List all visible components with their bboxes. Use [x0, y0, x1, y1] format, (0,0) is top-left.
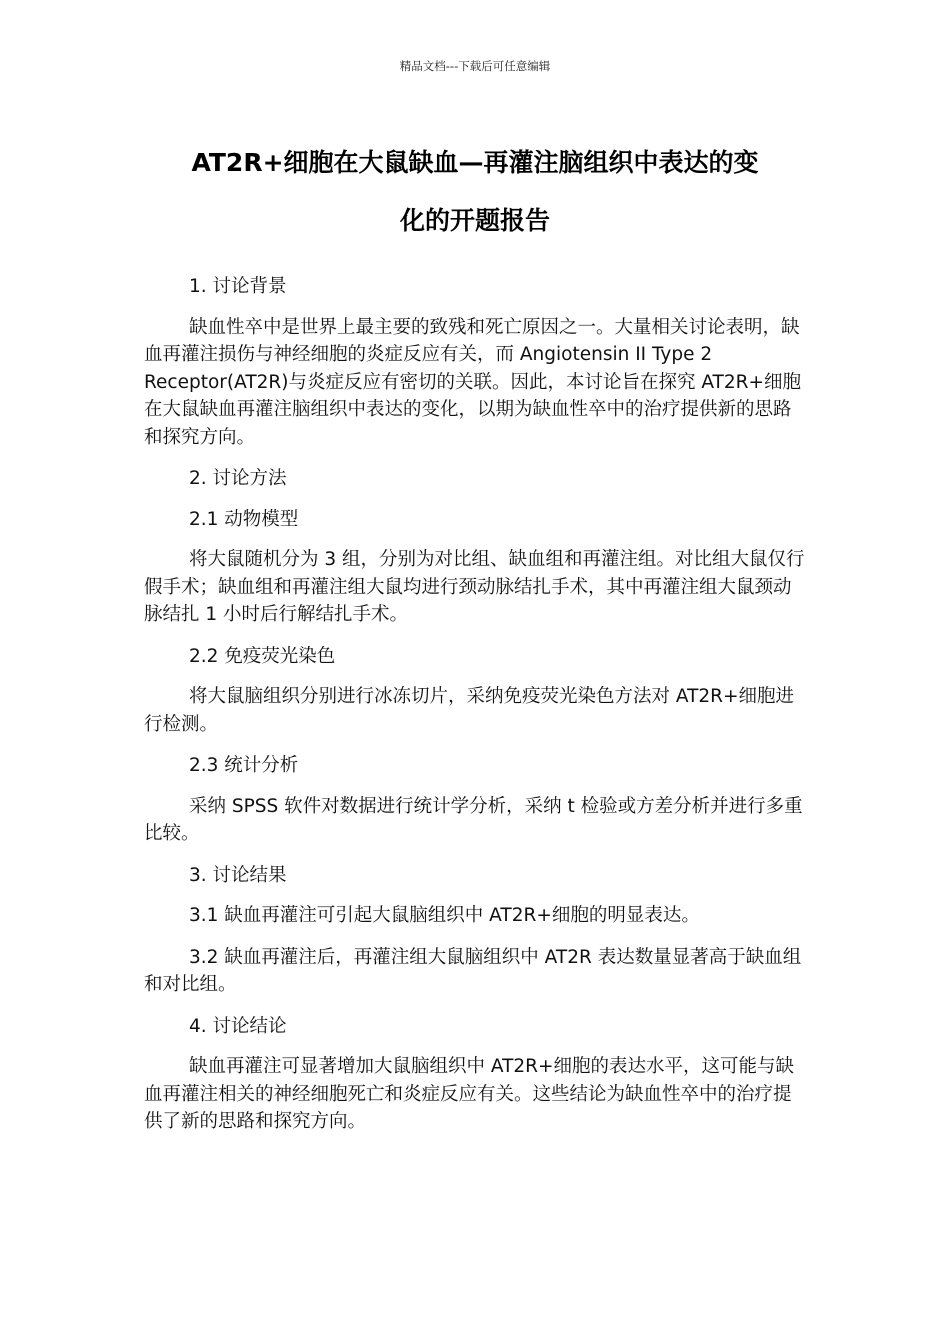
section-3-heading: 3. 讨论结果 — [189, 864, 287, 886]
section-3-2-paragraph: 3.2 缺血再灌注后，再灌注组大鼠脑组织中 AT2R 表达数量显著高于缺血组和对比组。 — [144, 946, 802, 995]
section-4-paragraph: 缺血再灌注可显著增加大鼠脑组织中 AT2R+细胞的表达水平，这可能与缺血再灌注相关的神经细胞死亡和炎症反应有关。这些结论为缺血性卒中的治疗提供了新的思路和探究方向。 — [144, 1056, 795, 1132]
section-2-3-heading: 2.3 统计分析 — [189, 755, 299, 776]
section-4-heading: 4. 讨论结论 — [189, 1015, 287, 1037]
section-1-heading: 1. 讨论背景 — [189, 276, 287, 297]
section-2-heading: 2. 讨论方法 — [189, 468, 287, 489]
section-2-1-heading: 2.1 动物模型 — [189, 508, 299, 530]
title-line-2: 化的开题报告 — [399, 206, 550, 235]
document-body — [144, 273, 808, 1150]
section-1-paragraph: 缺血性卒中是世界上最主要的致残和死亡原因之一。大量相关讨论表明，缺血再灌注损伤与神经细胞的炎症反应有关，而 Angiotensin II Type 2 Receptor(AT2R)与炎症反应有密切的关联。因此，本讨论旨在探究 AT2R+细胞在大鼠缺血再灌注脑组织中表达的变化，以期为缺血性卒中的治疗提供新的思路和探究方向。 — [144, 316, 801, 448]
header-note: 精品文档---下载后可任意编辑 — [399, 59, 551, 73]
section-3-1-paragraph: 3.1 缺血再灌注可引起大鼠脑组织中 AT2R+细胞的明显表达。 — [189, 905, 700, 926]
section-2-2-heading: 2.2 免疫荧光染色 — [189, 645, 336, 667]
document-title — [140, 134, 810, 250]
section-2-1-paragraph: 将大鼠随机分为 3 组，分别为对比组、缺血组和再灌注组。对比组大鼠仅行假手术；缺血组和再灌注组大鼠均进行颈动脉结扎手术，其中再灌注组大鼠颈动脉结扎 1 小时后行解结扎手术。 — [144, 549, 805, 625]
section-2-3-paragraph: 采纳 SPSS 软件对数据进行统计学分析，采纳 t 检验或方差分析并进行多重比较。 — [144, 795, 803, 844]
title-line-1: AT2R+细胞在大鼠缺血—再灌注脑组织中表达的变 — [191, 148, 759, 177]
section-2-2-paragraph: 将大鼠脑组织分别进行冰冻切片，采纳免疫荧光染色方法对 AT2R+细胞进行检测。 — [144, 686, 795, 735]
